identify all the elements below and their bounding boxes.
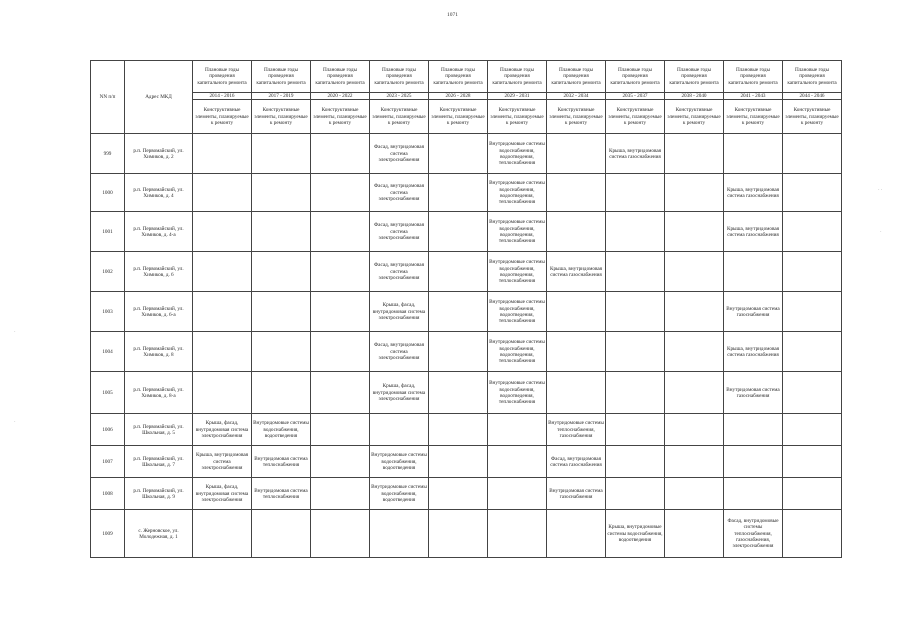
- header-period: Плановые годы проведения капитального ремонта: [724, 61, 783, 93]
- header-period: Плановые годы проведения капитального ремонта: [547, 61, 606, 93]
- repair-elements-cell: [429, 174, 488, 212]
- header-elements: Конструктивные элементы, планируемые к ремонту: [429, 100, 488, 134]
- row-address: р.п. Первомайский, ул. Школьная, д. 7: [125, 446, 193, 478]
- repair-elements-cell: Внутридомовые системы водоснабжения, водоотведения, теплоснабжения: [488, 134, 547, 174]
- table-row: [91, 414, 842, 446]
- repair-elements-cell: Внутридомовые системы водоснабжения, водоотведения: [252, 414, 311, 446]
- repair-elements-cell: Фасад, внутридомовые системы теплоснабжения, газоснабжения, электроснабжения: [724, 510, 783, 558]
- row-number: 1008: [91, 478, 125, 510]
- repair-elements-cell: [665, 446, 724, 478]
- repair-elements-cell: [311, 292, 370, 332]
- repair-elements-cell: [193, 372, 252, 414]
- repair-elements-cell: [311, 134, 370, 174]
- row-number: 999: [91, 134, 125, 174]
- repair-elements-cell: [488, 414, 547, 446]
- repair-elements-cell: [252, 372, 311, 414]
- repair-elements-cell: [193, 292, 252, 332]
- repair-elements-cell: Фасад, внутридомовая система электроснабжения: [370, 134, 429, 174]
- row-address: р.п. Первомайский, ул. Химиков, д. 8: [125, 332, 193, 372]
- repair-elements-cell: Крыша, внутридомовая система газоснабжения: [724, 332, 783, 372]
- margin-scan-mark: ·: [14, 330, 16, 335]
- row-address: р.п. Первомайский, ул. Химиков, д. 2: [125, 134, 193, 174]
- repair-elements-cell: [311, 252, 370, 292]
- repair-elements-cell: [665, 478, 724, 510]
- repair-elements-cell: [724, 478, 783, 510]
- repair-elements-cell: [429, 292, 488, 332]
- row-address: р.п. Первомайский, ул. Химиков, д. 8-а: [125, 372, 193, 414]
- repair-elements-cell: Крыша, внутридомовая система газоснабжения: [547, 252, 606, 292]
- repair-elements-cell: Внутридомовые системы водоснабжения, водоотведения, теплоснабжения: [488, 174, 547, 212]
- repair-elements-cell: [665, 174, 724, 212]
- header-period: Плановые годы проведения капитального ремонта: [488, 61, 547, 93]
- repair-elements-cell: Внутридомовые системы водоснабжения, водоотведения, теплоснабжения: [488, 252, 547, 292]
- header-year: 2044 - 2046: [783, 93, 842, 100]
- repair-elements-cell: [370, 414, 429, 446]
- header-elements: Конструктивные элементы, планируемые к ремонту: [547, 100, 606, 134]
- repair-elements-cell: [606, 414, 665, 446]
- repair-elements-cell: Фасад, внутридомовая система электроснабжения: [370, 252, 429, 292]
- repair-elements-cell: [665, 332, 724, 372]
- repair-elements-cell: [783, 478, 842, 510]
- row-number: 1007: [91, 446, 125, 478]
- table-row: [91, 332, 842, 372]
- repair-elements-cell: [429, 212, 488, 252]
- repair-elements-cell: Крыша, внутридомовая система газоснабжения: [606, 134, 665, 174]
- repair-elements-cell: [783, 252, 842, 292]
- header-elements: Конструктивные элементы, планируемые к ремонту: [724, 100, 783, 134]
- table-row: [91, 134, 842, 174]
- repair-elements-cell: [783, 446, 842, 478]
- header-year: 2041 - 2043: [724, 93, 783, 100]
- table-row: [91, 372, 842, 414]
- header-elements: Конструктивные элементы, планируемые к ремонту: [311, 100, 370, 134]
- repair-elements-cell: [783, 510, 842, 558]
- repair-elements-cell: [547, 372, 606, 414]
- header-num: NN п/п: [91, 61, 125, 134]
- repair-elements-cell: Фасад, внутридомовая система газоснабжения: [547, 446, 606, 478]
- repair-elements-cell: [193, 252, 252, 292]
- repair-elements-cell: [311, 510, 370, 558]
- repair-elements-cell: Крыша, фасад, внутридомовая система электроснабжения: [370, 292, 429, 332]
- header-row-periods: [91, 61, 842, 93]
- repair-elements-cell: [252, 174, 311, 212]
- repair-elements-cell: [488, 446, 547, 478]
- row-address: р.п. Первомайский, ул. Химиков, д. 4: [125, 174, 193, 212]
- repair-elements-cell: Крыша, внутридомовая система газоснабжения: [724, 212, 783, 252]
- repair-elements-cell: [606, 446, 665, 478]
- repair-elements-cell: [193, 174, 252, 212]
- repair-elements-cell: [665, 372, 724, 414]
- repair-elements-cell: [547, 212, 606, 252]
- repair-elements-cell: [606, 292, 665, 332]
- header-elements: Конструктивные элементы, планируемые к ремонту: [488, 100, 547, 134]
- repair-elements-cell: Внутридомовые системы водоснабжения, водоотведения: [370, 446, 429, 478]
- header-year: 2014 - 2016: [193, 93, 252, 100]
- header-period: Плановые годы проведения капитального ремонта: [783, 61, 842, 93]
- header-period: Плановые годы проведения капитального ремонта: [665, 61, 724, 93]
- repair-elements-cell: [724, 414, 783, 446]
- header-elements: Конструктивные элементы, планируемые к ремонту: [370, 100, 429, 134]
- header-year: 2038 - 2040: [665, 93, 724, 100]
- repair-elements-cell: Внутридомовая система газоснабжения: [547, 478, 606, 510]
- header-elements: Конструктивные элементы, планируемые к ремонту: [252, 100, 311, 134]
- repair-elements-cell: [783, 332, 842, 372]
- row-address: р.п. Первомайский, ул. Химиков, д. 4-а: [125, 212, 193, 252]
- repair-elements-cell: Внутридомовые системы водоснабжения, водоотведения, теплоснабжения: [488, 372, 547, 414]
- header-period: Плановые годы проведения капитального ремонта: [311, 61, 370, 93]
- repair-elements-cell: Внутридомовые системы теплоснабжения, газоснабжения: [547, 414, 606, 446]
- row-number: 1000: [91, 174, 125, 212]
- repair-elements-cell: [665, 292, 724, 332]
- header-year: 2026 - 2028: [429, 93, 488, 100]
- row-address: с. Жерновское, ул. Молодежная, д. 1: [125, 510, 193, 558]
- repair-elements-cell: [429, 332, 488, 372]
- repair-elements-cell: [665, 252, 724, 292]
- repair-elements-cell: Внутридомовые системы водоснабжения, водоотведения, теплоснабжения: [488, 212, 547, 252]
- header-address: Адрес МКД: [125, 61, 193, 134]
- repair-elements-cell: [252, 510, 311, 558]
- header-year: 2035 - 2037: [606, 93, 665, 100]
- repair-elements-cell: [193, 212, 252, 252]
- page-number: 1071: [447, 12, 458, 18]
- repair-elements-cell: [252, 212, 311, 252]
- header-row-elements: [91, 100, 842, 134]
- repair-elements-cell: [547, 134, 606, 174]
- repair-elements-cell: [311, 414, 370, 446]
- margin-scan-mark: ·: [880, 230, 882, 235]
- margin-scan-mark: ·: [14, 420, 16, 425]
- header-year: 2029 - 2031: [488, 93, 547, 100]
- repair-elements-cell: [783, 134, 842, 174]
- row-number: 1004: [91, 332, 125, 372]
- repair-elements-cell: [606, 252, 665, 292]
- repair-elements-cell: [665, 414, 724, 446]
- repair-elements-cell: [665, 212, 724, 252]
- repair-elements-cell: Фасад, внутридомовая система электроснабжения: [370, 332, 429, 372]
- repair-elements-cell: [547, 292, 606, 332]
- header-period: Плановые годы проведения капитального ремонта: [429, 61, 488, 93]
- repair-elements-cell: [193, 134, 252, 174]
- repair-elements-cell: [252, 134, 311, 174]
- repair-elements-cell: Внутридомовая система теплоснабжения: [252, 478, 311, 510]
- repair-elements-cell: [488, 510, 547, 558]
- repair-elements-cell: [783, 372, 842, 414]
- repair-elements-cell: Крыша, фасад, внутридомовая система электроснабжения: [370, 372, 429, 414]
- repair-elements-cell: [370, 510, 429, 558]
- header-year: 2023 - 2025: [370, 93, 429, 100]
- repair-elements-cell: [606, 212, 665, 252]
- repair-elements-cell: [606, 372, 665, 414]
- repair-elements-cell: [606, 478, 665, 510]
- repair-elements-cell: [252, 332, 311, 372]
- repair-elements-cell: Внутридомовая система газоснабжения: [724, 292, 783, 332]
- row-number: 1003: [91, 292, 125, 332]
- margin-scan-mark: · ·: [878, 188, 883, 193]
- repair-elements-cell: [783, 174, 842, 212]
- repair-elements-cell: Фасад, внутридомовая система электроснабжения: [370, 174, 429, 212]
- header-row-years: [91, 93, 842, 100]
- repair-elements-cell: [606, 174, 665, 212]
- table-row: [91, 478, 842, 510]
- table-row: [91, 446, 842, 478]
- repair-elements-cell: [429, 510, 488, 558]
- repair-elements-cell: Внутридомовая система теплоснабжения: [252, 446, 311, 478]
- header-period: Плановые годы проведения капитального ремонта: [252, 61, 311, 93]
- repair-elements-cell: Внутридомовые системы водоснабжения, водоотведения, теплоснабжения: [488, 332, 547, 372]
- header-year: 2020 - 2022: [311, 93, 370, 100]
- repair-elements-cell: Крыша, внутридомовая система электроснабжения: [193, 446, 252, 478]
- repair-elements-cell: [547, 174, 606, 212]
- repair-elements-cell: [311, 372, 370, 414]
- header-elements: Конструктивные элементы, планируемые к ремонту: [783, 100, 842, 134]
- table-row: [91, 292, 842, 332]
- repair-elements-cell: [724, 446, 783, 478]
- table-body: [91, 134, 842, 558]
- repair-elements-cell: [429, 134, 488, 174]
- repair-elements-cell: [429, 478, 488, 510]
- repair-elements-cell: [252, 292, 311, 332]
- header-elements: Конструктивные элементы, планируемые к ремонту: [193, 100, 252, 134]
- repair-elements-cell: [724, 252, 783, 292]
- header-period: Плановые годы проведения капитального ремонта: [606, 61, 665, 93]
- repair-elements-cell: [311, 446, 370, 478]
- repair-elements-cell: [429, 414, 488, 446]
- repair-elements-cell: [429, 446, 488, 478]
- repair-elements-cell: [547, 332, 606, 372]
- row-number: 1002: [91, 252, 125, 292]
- repair-elements-cell: [724, 134, 783, 174]
- repair-elements-cell: [311, 332, 370, 372]
- repair-elements-cell: [429, 372, 488, 414]
- repair-elements-cell: [783, 292, 842, 332]
- row-number: 1001: [91, 212, 125, 252]
- repair-elements-cell: [665, 134, 724, 174]
- repair-elements-cell: [252, 252, 311, 292]
- repair-elements-cell: Крыша, фасад, внутридомовая система электроснабжения: [193, 478, 252, 510]
- repair-elements-cell: [606, 332, 665, 372]
- header-year: 2017 - 2019: [252, 93, 311, 100]
- repair-elements-cell: [311, 212, 370, 252]
- row-number: 1006: [91, 414, 125, 446]
- repair-elements-cell: [547, 510, 606, 558]
- repair-elements-cell: Крыша, внутридомовая система газоснабжения: [724, 174, 783, 212]
- table-row: [91, 174, 842, 212]
- repair-elements-cell: [311, 174, 370, 212]
- header-period: Плановые годы проведения капитального ремонта: [370, 61, 429, 93]
- row-number: 1009: [91, 510, 125, 558]
- repair-elements-cell: [311, 478, 370, 510]
- header-year: 2032 - 2034: [547, 93, 606, 100]
- repair-elements-cell: Внутридомовые системы водоснабжения, водоотведения, теплоснабжения: [488, 292, 547, 332]
- header-elements: Конструктивные элементы, планируемые к ремонту: [606, 100, 665, 134]
- repair-elements-cell: [193, 332, 252, 372]
- repair-elements-cell: [488, 478, 547, 510]
- table-row: [91, 510, 842, 558]
- row-address: р.п. Первомайский, ул. Школьная, д. 9: [125, 478, 193, 510]
- row-address: р.п. Первомайский, ул. Школьная, д. 5: [125, 414, 193, 446]
- repair-elements-cell: Внутридомовая система газоснабжения: [724, 372, 783, 414]
- repair-elements-cell: [665, 510, 724, 558]
- repair-elements-cell: Фасад, внутридомовая система электроснабжения: [370, 212, 429, 252]
- repair-elements-cell: [783, 212, 842, 252]
- repair-elements-cell: Внутридомовые системы водоснабжения, водоотведения: [370, 478, 429, 510]
- repair-elements-cell: [783, 414, 842, 446]
- table-row: [91, 252, 842, 292]
- repair-elements-cell: Крыша, внутридомовые системы водоснабжения, водоотведения: [606, 510, 665, 558]
- repair-elements-cell: Крыша, фасад, внутридомовая система электроснабжения: [193, 414, 252, 446]
- header-period: Плановые годы проведения капитального ремонта: [193, 61, 252, 93]
- repair-elements-cell: [193, 510, 252, 558]
- header-elements: Конструктивные элементы, планируемые к ремонту: [665, 100, 724, 134]
- repair-elements-cell: [429, 252, 488, 292]
- row-address: р.п. Первомайский, ул. Химиков, д. 6-а: [125, 292, 193, 332]
- capital-repair-table: [90, 60, 842, 558]
- row-number: 1005: [91, 372, 125, 414]
- row-address: р.п. Первомайский, ул. Химиков, д. 6: [125, 252, 193, 292]
- table-row: [91, 212, 842, 252]
